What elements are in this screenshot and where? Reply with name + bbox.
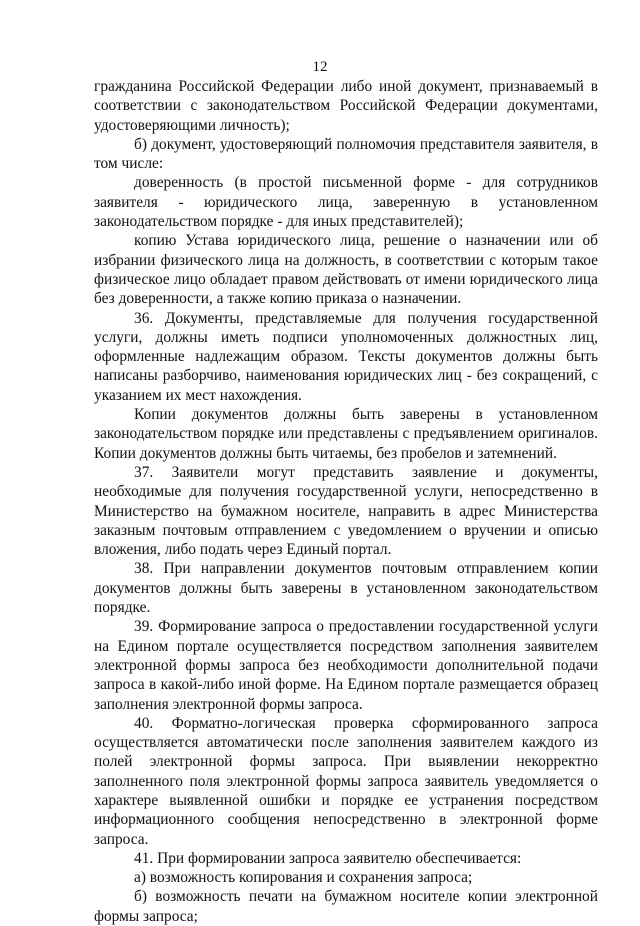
paragraph: б) возможность печати на бумажном носителе копии электронной формы запроса; [94, 888, 598, 925]
paragraph: доверенность (в простой письменной форме - для сотрудников заявителя - юридического лица, заверенную в установленном законодательством порядке - для иных представителей); [94, 174, 598, 231]
paragraph: а) возможность копирования и сохранения запроса; [134, 869, 473, 887]
paragraph: 36. Документы, представляемые для получения государственной услуги, должны иметь подписи уполномоченных должностных лиц, оформленные надлежащим образом. Тексты документов должны быть написаны разборчиво, наименования юридических лиц - без сокращений, с указанием их мест нахождения. [94, 309, 598, 404]
paragraph: 38. При направлении документов почтовым отправлением копии документов должны быть заверены в установленном законодательством порядке. [94, 560, 598, 617]
paragraph: б) документ, удостоверяющий полномочия представителя заявителя, в том числе: [94, 135, 598, 173]
paragraph: Копии документов должны быть заверены в установленном законодательством порядке или представлены с предъявлением оригиналов. Копии документов должны быть читаемы, без пробелов и затемнений. [94, 406, 598, 462]
paragraph: гражданина Российской Федерации либо иной документ, признаваемый в соответствии с законодательством Российской Федерации документами, удостоверяющими личность); [94, 78, 598, 134]
paragraph: 37. Заявители могут представить заявление и документы, необходимые для получения государственной услуги, непосредственно в Министерство на бумажном носителе, направить в адрес Министерства заказным почтовым отправлением с уведомлением о вручении и описью вложения, либо подать через Единый портал. [94, 463, 598, 559]
paragraph: 41. При формировании запроса заявителю обеспечивается: [134, 849, 522, 867]
page-number: 12 [312, 59, 328, 75]
paragraph: копию Устава юридического лица, решение о назначении или об избрании физического лица на должность, в соответствии с которым такое физическое лицо обладает правом действовать от имени юридического лица без доверенности, а также копию приказа о назначении. [94, 232, 598, 308]
paragraph: 39. Формирование запроса о предоставлении государственной услуги на Едином портале осуществляется посредством заполнения заявителем электронной формы запроса без необходимости дополнительной подачи запроса в какой-либо иной форме. На Едином портале размещается образец заполнения электронной формы запроса. [94, 618, 598, 713]
document-body [94, 77, 598, 926]
paragraph: 40. Форматно-логическая проверка сформированного запроса осуществляется автоматически после заполнения заявителем каждого из полей электронной формы запроса. При выявлении некорректно заполненного поля электронной формы запроса заявитель уведомляется о характере выявленной ошибки и порядке ее устранения посредством информационного сообщения непосредственно в электронной форме запроса. [94, 714, 598, 848]
